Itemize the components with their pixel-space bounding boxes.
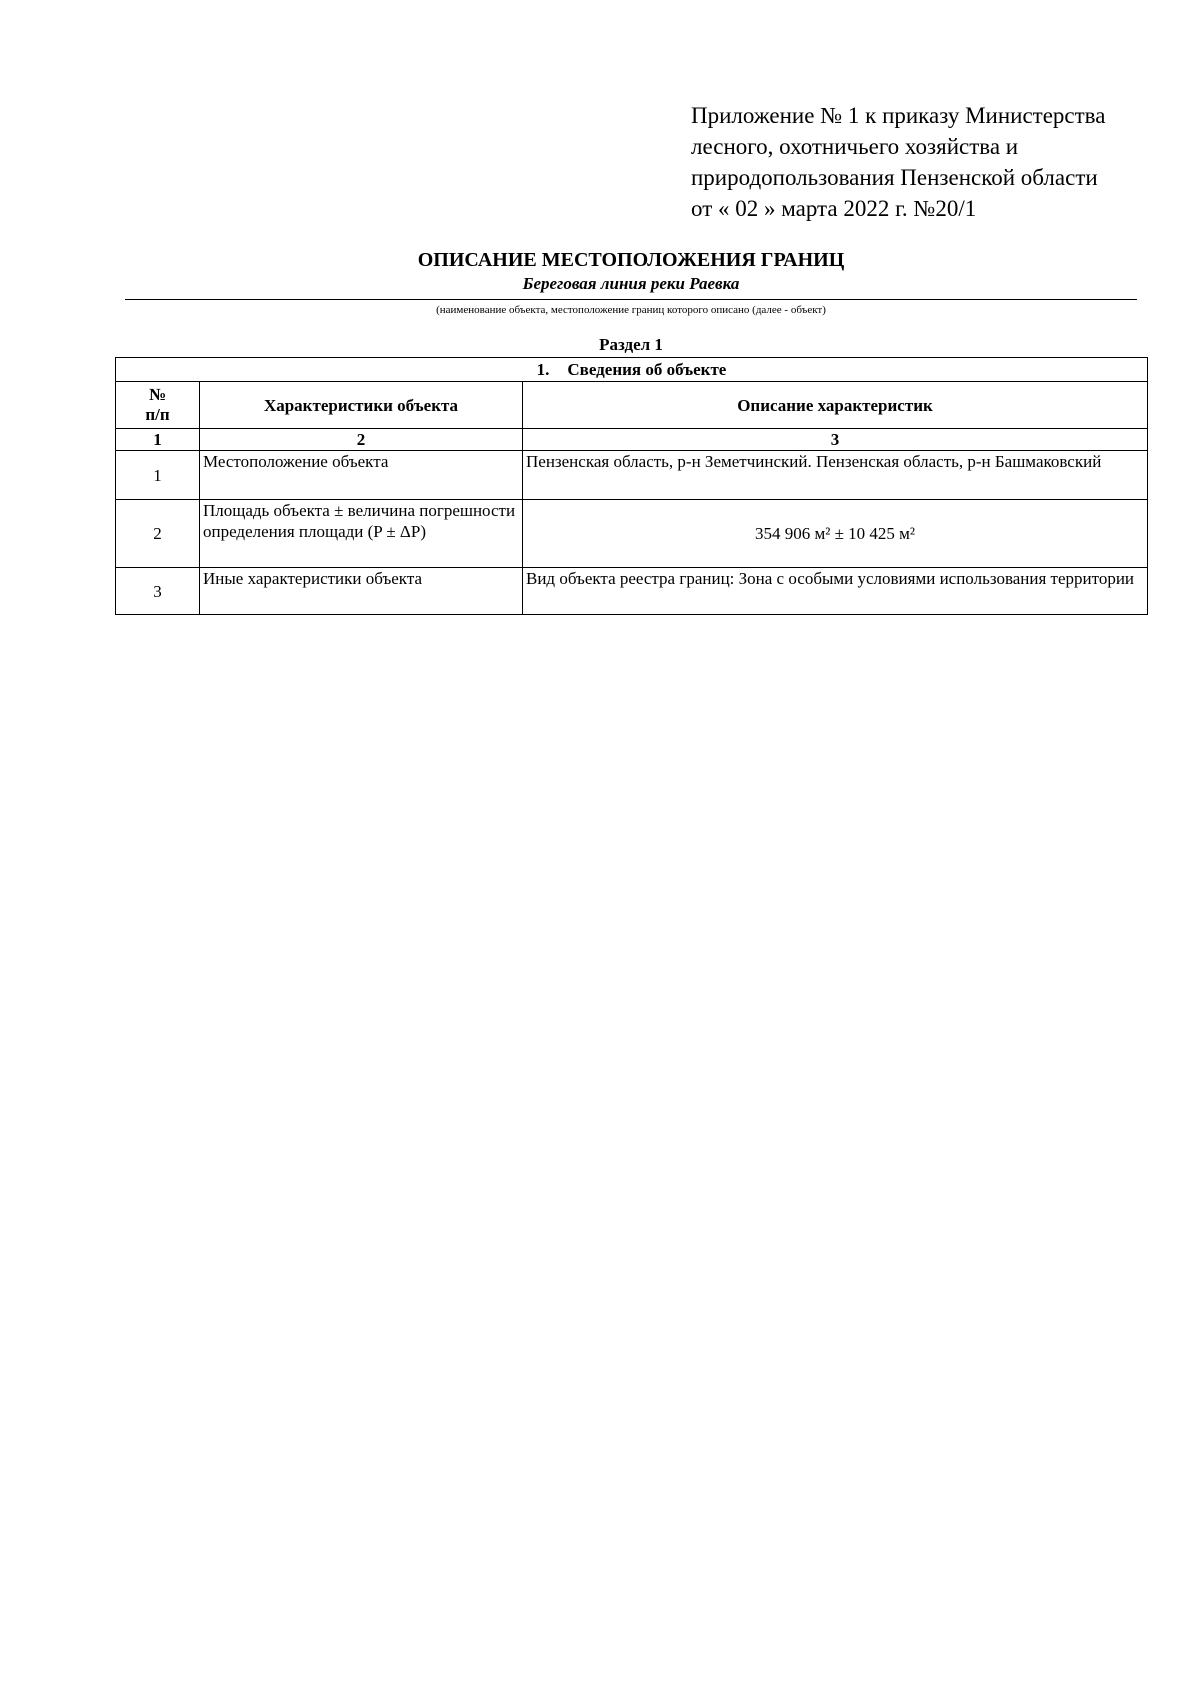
section-title: Раздел 1 [599,335,663,354]
appendix-line: природопользования Пензенской области [691,165,1098,190]
header-num-cell [116,382,200,429]
table-heading-text: Сведения об объекте [567,360,727,379]
row-characteristic: Площадь объекта ± величина погрешности определения площади (P ± ΔP) [200,500,523,568]
table-header-row [116,382,1148,429]
object-name: Береговая линия реки Раевка [522,274,740,293]
object-info-table [115,357,1148,615]
table-row [116,568,1148,615]
appendix-line: Приложение № 1 к приказу Министерства [691,103,1106,128]
column-number: 2 [200,429,523,451]
table-row [116,451,1148,500]
appendix-note [691,100,1161,224]
header-characteristics: Характеристики объекта [200,382,523,429]
object-name-caption: (наименование объекта, местоположение границ которого описано (далее - объект) [436,304,826,316]
row-characteristic: Местоположение объекта [200,451,523,500]
header-num-line2: п/п [145,405,170,424]
row-number: 3 [116,568,200,615]
table-heading-number: 1. [536,360,550,379]
header-description: Описание характеристик [523,382,1148,429]
column-number: 1 [116,429,200,451]
column-number: 3 [523,429,1148,451]
appendix-line: от « 02 » марта 2022 г. №20/1 [691,196,977,221]
object-name-underline [125,299,1137,300]
row-characteristic: Иные характеристики объекта [200,568,523,615]
header-num-line1: № [148,385,167,404]
row-description: Пензенская область, р-н Земетчинский. Пензенская область, р-н Башмаковский [523,451,1148,500]
appendix-line: лесного, охотничьего хозяйства и [691,134,1019,159]
row-number: 1 [116,451,200,500]
column-number-row [116,429,1148,451]
row-number: 2 [116,500,200,568]
table-heading-cell [116,358,1148,382]
document-title: ОПИСАНИЕ МЕСТОПОЛОЖЕНИЯ ГРАНИЦ [417,249,845,271]
row-description: Вид объекта реестра границ: Зона с особыми условиями использования территории [523,568,1148,615]
table-row [116,500,1148,568]
row-description: 354 906 м² ± 10 425 м² [523,500,1148,568]
table-heading-row [116,358,1148,382]
